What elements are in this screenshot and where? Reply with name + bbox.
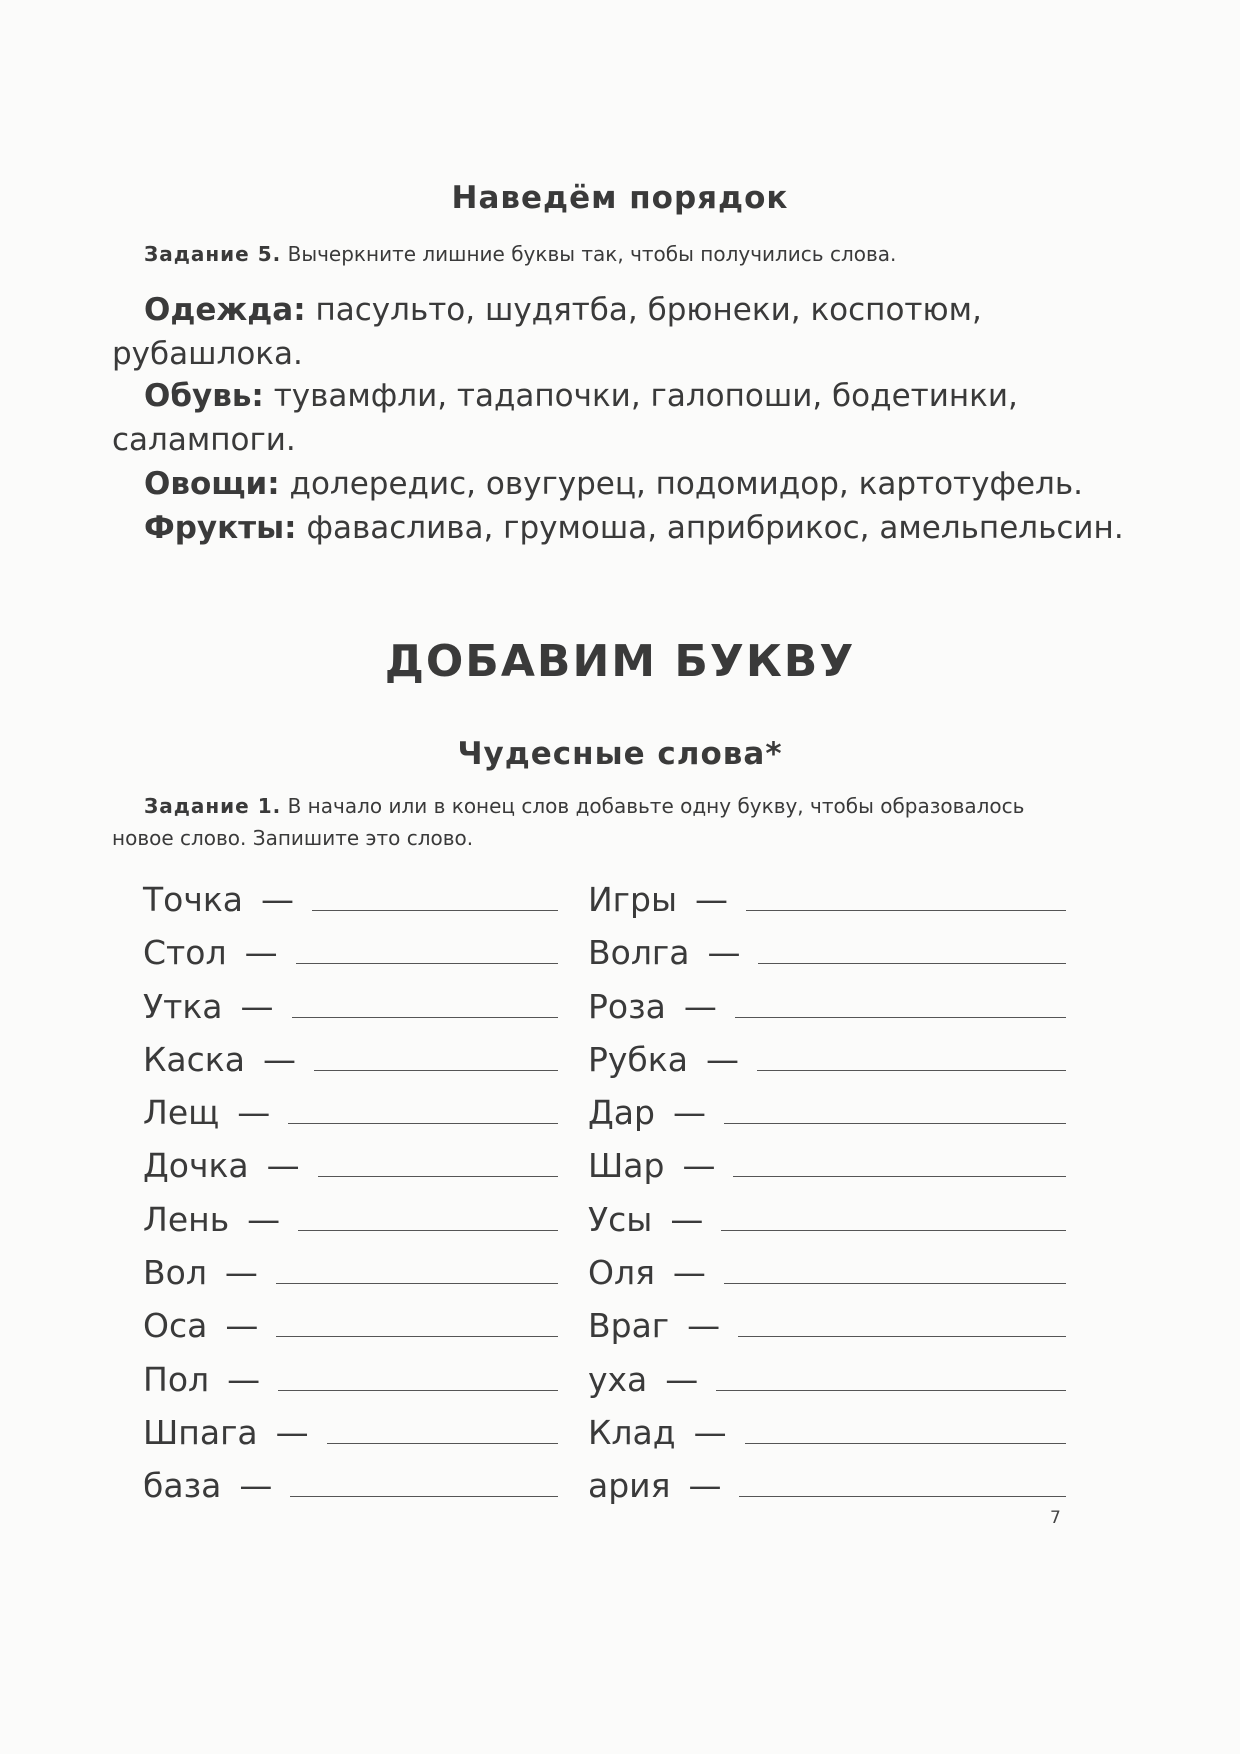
source-word: Шпага — [143, 1412, 258, 1452]
word-row — [588, 1093, 1066, 1146]
category-shoes-cont — [112, 418, 1072, 462]
word-row — [143, 1200, 558, 1253]
answer-line[interactable] — [724, 1122, 1066, 1124]
task-1-text-cont: новое слово. Запишите это слово. — [112, 826, 474, 850]
answer-line[interactable] — [739, 1495, 1066, 1497]
source-word: Оля — [588, 1253, 655, 1293]
dash: — — [707, 933, 741, 973]
word-row — [143, 1093, 558, 1146]
word-row — [588, 880, 1066, 933]
answer-line[interactable] — [278, 1389, 558, 1391]
dash: — — [683, 986, 717, 1026]
task-1-instruction — [112, 790, 1072, 854]
word-row — [143, 1146, 558, 1199]
category-label: Овощи: — [144, 466, 280, 502]
word-row — [588, 1306, 1066, 1359]
source-word: Дочка — [143, 1146, 249, 1186]
dash: — — [670, 1199, 704, 1239]
dash: — — [665, 1359, 699, 1399]
word-row — [143, 1306, 558, 1359]
source-word: Роза — [588, 986, 666, 1026]
word-row — [588, 1146, 1066, 1199]
dash: — — [244, 933, 278, 973]
source-word: Рубка — [588, 1039, 688, 1079]
word-row — [588, 1200, 1066, 1253]
category-words-cont: салампоги. — [112, 422, 296, 458]
answer-line[interactable] — [292, 1016, 559, 1018]
source-word: база — [143, 1466, 222, 1506]
word-column-right — [588, 880, 1066, 1520]
answer-line[interactable] — [746, 909, 1066, 911]
category-words: долередис, овугурец, подомидор, картотуфель. — [289, 466, 1083, 502]
dash: — — [237, 1093, 271, 1133]
word-row — [588, 987, 1066, 1040]
answer-line[interactable] — [318, 1175, 558, 1177]
category-words: тувамфли, тадапочки, галопоши, бодетинки, — [273, 378, 1018, 414]
answer-line[interactable] — [290, 1495, 558, 1497]
answer-line[interactable] — [745, 1442, 1066, 1444]
dash: — — [247, 1199, 281, 1239]
word-row — [143, 933, 558, 986]
answer-line[interactable] — [735, 1016, 1066, 1018]
source-word: Лень — [143, 1199, 230, 1239]
source-word: ария — [588, 1466, 671, 1506]
category-label: Обувь: — [144, 378, 264, 414]
category-fruits — [112, 506, 1124, 550]
answer-line[interactable] — [757, 1069, 1066, 1071]
task-1-text: В начало или в конец слов добавьте одну букву, чтобы образовалось — [287, 794, 1025, 818]
source-word: уха — [588, 1359, 648, 1399]
category-words-cont: рубашлока. — [112, 336, 303, 372]
source-word: Точка — [143, 880, 243, 919]
source-word: Волга — [588, 933, 690, 973]
category-words: пасульто, шудятба, брюнеки, коспотюм, — [315, 292, 982, 328]
answer-line[interactable] — [288, 1122, 558, 1124]
task-5-text: Вычеркните лишние буквы так, чтобы получились слова. — [287, 242, 897, 266]
answer-line[interactable] — [721, 1229, 1066, 1231]
category-vegetables — [112, 462, 1083, 506]
answer-line[interactable] — [312, 909, 558, 911]
section-heading-order: Наведём порядок — [451, 180, 789, 216]
category-clothes — [112, 288, 1072, 332]
word-row — [143, 1360, 558, 1413]
word-row — [588, 1253, 1066, 1306]
word-row — [143, 1040, 558, 1093]
section-title-add-letter: ДОБАВИМ БУКВУ — [384, 636, 856, 687]
dash: — — [672, 1253, 706, 1293]
dash: — — [672, 1093, 706, 1133]
category-shoes — [112, 374, 1072, 418]
category-label: Фрукты: — [144, 510, 297, 546]
word-row — [588, 1040, 1066, 1093]
dash: — — [266, 1146, 300, 1186]
word-row — [143, 1466, 558, 1519]
answer-line[interactable] — [758, 962, 1066, 964]
source-word: Утка — [143, 986, 223, 1026]
answer-line[interactable] — [724, 1282, 1066, 1284]
dash: — — [240, 986, 274, 1026]
source-word: Стол — [143, 933, 227, 973]
dash: — — [224, 1253, 258, 1293]
answer-line[interactable] — [276, 1335, 558, 1337]
answer-line[interactable] — [314, 1069, 558, 1071]
answer-line[interactable] — [716, 1389, 1066, 1391]
dash: — — [705, 1039, 739, 1079]
word-row — [588, 1466, 1066, 1519]
dash: — — [693, 1412, 727, 1452]
page-number: 7 — [1050, 1508, 1061, 1528]
dash: — — [239, 1466, 273, 1506]
task-5-instruction — [112, 238, 1072, 270]
category-label: Одежда: — [144, 292, 306, 328]
source-word: Усы — [588, 1199, 653, 1239]
word-column-left — [143, 880, 558, 1520]
source-word: Дар — [588, 1093, 655, 1133]
word-row — [588, 1413, 1066, 1466]
source-word: Вол — [143, 1253, 207, 1293]
task-5-label: Задание 5. — [144, 242, 282, 266]
answer-line[interactable] — [733, 1175, 1066, 1177]
source-word: Шар — [588, 1146, 665, 1186]
category-clothes-cont — [112, 332, 1072, 376]
source-word: Враг — [588, 1306, 670, 1346]
answer-line[interactable] — [327, 1442, 558, 1444]
dash: — — [261, 880, 294, 919]
answer-line[interactable] — [276, 1282, 558, 1284]
category-words: фаваслива, грумоша, априбрикос, амельпельсин. — [306, 510, 1124, 546]
word-row — [143, 1253, 558, 1306]
dash: — — [682, 1146, 716, 1186]
word-row — [588, 1360, 1066, 1413]
dash: — — [227, 1359, 261, 1399]
source-word: Игры — [588, 880, 678, 919]
source-word: Клад — [588, 1412, 676, 1452]
word-row — [143, 987, 558, 1040]
answer-line[interactable] — [738, 1335, 1066, 1337]
task-1-label: Задание 1. — [144, 794, 282, 818]
source-word: Каска — [143, 1039, 245, 1079]
answer-line[interactable] — [296, 962, 558, 964]
source-word: Пол — [143, 1359, 210, 1399]
word-row — [143, 1413, 558, 1466]
dash: — — [225, 1306, 259, 1346]
word-row — [588, 933, 1066, 986]
dash: — — [687, 1306, 721, 1346]
dash: — — [695, 880, 729, 919]
dash: — — [275, 1412, 309, 1452]
answer-line[interactable] — [298, 1229, 558, 1231]
source-word: Лещ — [143, 1093, 220, 1133]
word-row — [143, 880, 558, 933]
dash: — — [262, 1039, 296, 1079]
source-word: Оса — [143, 1306, 208, 1346]
section-heading-wonderful-words: Чудесные слова* — [457, 736, 783, 772]
dash: — — [688, 1466, 722, 1506]
